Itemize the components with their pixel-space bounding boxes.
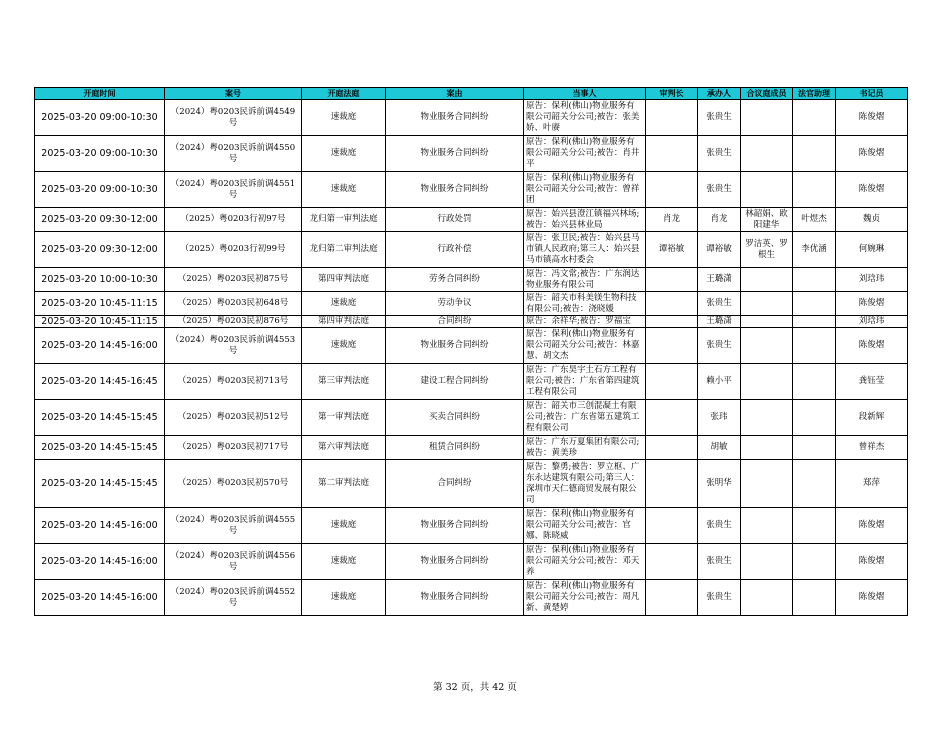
cell-presiding: [646, 400, 698, 436]
cell-time: 2025-03-20 09:00-10:30: [35, 136, 165, 172]
cell-handler: 谭裕敏: [698, 232, 741, 268]
cell-clerk: 刘琀玮: [836, 316, 908, 328]
cell-court: 速裁庭: [302, 580, 386, 616]
cell-case-no: （2024）粤0203民诉前调4556号: [165, 544, 302, 580]
cell-assistant: [793, 328, 836, 364]
cell-assistant: [793, 292, 836, 316]
cell-presiding: [646, 544, 698, 580]
cell-presiding: [646, 316, 698, 328]
cell-panel: [741, 316, 793, 328]
cell-handler: 张贵生: [698, 580, 741, 616]
cell-time: 2025-03-20 14:45-16:00: [35, 580, 165, 616]
table-row: [35, 268, 908, 292]
table-row: [35, 316, 908, 328]
cell-panel: [741, 328, 793, 364]
table-body: [35, 100, 908, 616]
cell-court: 速裁庭: [302, 100, 386, 136]
cell-assistant: [793, 436, 836, 460]
cell-court: 速裁庭: [302, 136, 386, 172]
cell-handler: 王璐潇: [698, 316, 741, 328]
cell-presiding: [646, 328, 698, 364]
cell-assistant: [793, 460, 836, 508]
cell-cause: 租赁合同纠纷: [386, 436, 524, 460]
cell-court: 第三审判法庭: [302, 364, 386, 400]
cell-clerk: 曾祥杰: [836, 436, 908, 460]
cell-clerk: 陈俊熠: [836, 100, 908, 136]
cell-assistant: [793, 316, 836, 328]
cell-court: 第四审判法庭: [302, 316, 386, 328]
cell-cause: 买卖合同纠纷: [386, 400, 524, 436]
cell-cause: 行政处罚: [386, 208, 524, 232]
cell-assistant: 叶煜杰: [793, 208, 836, 232]
cell-parties: 原告：保利(佛山)物业服务有限公司韶关分公司;被告：张美娇、叶赓: [524, 100, 646, 136]
cell-clerk: 段新辉: [836, 400, 908, 436]
cell-court: 速裁庭: [302, 172, 386, 208]
cell-presiding: 谭裕敏: [646, 232, 698, 268]
cell-clerk: 陈俊熠: [836, 172, 908, 208]
cell-time: 2025-03-20 09:30-12:00: [35, 232, 165, 268]
cell-panel: [741, 364, 793, 400]
cell-panel: [741, 580, 793, 616]
cell-case-no: （2025）粤0203民初512号: [165, 400, 302, 436]
cell-parties: 原告：保利(佛山)物业服务有限公司韶关分公司;被告：周凡新、黄楚婷: [524, 580, 646, 616]
header-assistant: 法官助理: [793, 88, 836, 100]
cell-handler: 张贵生: [698, 100, 741, 136]
cell-presiding: [646, 136, 698, 172]
hearing-schedule-table: [34, 87, 908, 616]
cell-panel: [741, 136, 793, 172]
cell-case-no: （2025）粤0203民初648号: [165, 292, 302, 316]
cell-court: 第一审判法庭: [302, 400, 386, 436]
cell-parties: 原告：黎勇;被告：罗立枢、广东永达建筑有限公司;第三人：深圳市天仁德商贸发展有限公司: [524, 460, 646, 508]
cell-time: 2025-03-20 14:45-16:45: [35, 364, 165, 400]
cell-parties: 原告：保利(佛山)物业服务有限公司韶关分公司;被告：肖井平: [524, 136, 646, 172]
cell-time: 2025-03-20 09:00-10:30: [35, 100, 165, 136]
cell-handler: 王璐潇: [698, 268, 741, 292]
cell-panel: 林韶娟、欧阳建华: [741, 208, 793, 232]
cell-case-no: （2024）粤0203民诉前调4552号: [165, 580, 302, 616]
header-parties: 当事人: [524, 88, 646, 100]
table-row: [35, 508, 908, 544]
cell-time: 2025-03-20 10:00-10:30: [35, 268, 165, 292]
cell-time: 2025-03-20 10:45-11:15: [35, 316, 165, 328]
cell-time: 2025-03-20 14:45-16:00: [35, 328, 165, 364]
cell-presiding: [646, 436, 698, 460]
cell-cause: 物业服务合同纠纷: [386, 544, 524, 580]
cell-cause: 物业服务合同纠纷: [386, 172, 524, 208]
table-row: [35, 544, 908, 580]
table-row: [35, 364, 908, 400]
cell-court: 第六审判法庭: [302, 436, 386, 460]
cell-cause: 物业服务合同纠纷: [386, 580, 524, 616]
header-time: 开庭时间: [35, 88, 165, 100]
table-row: [35, 400, 908, 436]
cell-presiding: [646, 508, 698, 544]
cell-time: 2025-03-20 14:45-16:00: [35, 544, 165, 580]
cell-assistant: [793, 172, 836, 208]
cell-presiding: [646, 364, 698, 400]
cell-handler: 张贵生: [698, 508, 741, 544]
cell-case-no: （2024）粤0203民诉前调4553号: [165, 328, 302, 364]
cell-time: 2025-03-20 14:45-16:00: [35, 508, 165, 544]
cell-time: 2025-03-20 14:45-15:45: [35, 436, 165, 460]
cell-handler: 张贵生: [698, 292, 741, 316]
cell-assistant: [793, 364, 836, 400]
cell-panel: [741, 508, 793, 544]
cell-time: 2025-03-20 14:45-15:45: [35, 460, 165, 508]
cell-court: 速裁庭: [302, 508, 386, 544]
cell-presiding: [646, 268, 698, 292]
cell-clerk: 何婉琳: [836, 232, 908, 268]
table-header-row: [35, 88, 908, 100]
cell-panel: 罗洁英、罗根生: [741, 232, 793, 268]
header-clerk: 书记员: [836, 88, 908, 100]
cell-case-no: （2024）粤0203民诉前调4550号: [165, 136, 302, 172]
table-row: [35, 580, 908, 616]
cell-cause: 物业服务合同纠纷: [386, 508, 524, 544]
header-court: 开庭法庭: [302, 88, 386, 100]
cell-time: 2025-03-20 10:45-11:15: [35, 292, 165, 316]
cell-presiding: [646, 580, 698, 616]
cell-cause: 建设工程合同纠纷: [386, 364, 524, 400]
cell-presiding: [646, 292, 698, 316]
cell-case-no: （2025）粤0203民初713号: [165, 364, 302, 400]
cell-court: 速裁庭: [302, 328, 386, 364]
cell-cause: 合同纠纷: [386, 316, 524, 328]
cell-panel: [741, 460, 793, 508]
header-cause: 案由: [386, 88, 524, 100]
cell-parties: 原告：张卫民;被告：始兴县马市镇人民政府;第三人：始兴县马市镇高水村委会: [524, 232, 646, 268]
cell-panel: [741, 268, 793, 292]
cell-handler: 张贵生: [698, 328, 741, 364]
cell-time: 2025-03-20 14:45-15:45: [35, 400, 165, 436]
cell-case-no: （2024）粤0203民诉前调4555号: [165, 508, 302, 544]
table-row: [35, 136, 908, 172]
cell-handler: 张贵生: [698, 136, 741, 172]
cell-presiding: [646, 100, 698, 136]
cell-clerk: 陈俊熠: [836, 580, 908, 616]
cell-handler: 赖小平: [698, 364, 741, 400]
cell-handler: 肖龙: [698, 208, 741, 232]
cell-presiding: [646, 460, 698, 508]
cell-panel: [741, 544, 793, 580]
cell-parties: 原告：广东昊宇土石方工程有限公司;被告：广东省第四建筑工程有限公司: [524, 364, 646, 400]
cell-time: 2025-03-20 09:00-10:30: [35, 172, 165, 208]
cell-clerk: 陈俊熠: [836, 292, 908, 316]
cell-court: 龙归第一审判法庭: [302, 208, 386, 232]
table-row: [35, 436, 908, 460]
cell-assistant: 李优涵: [793, 232, 836, 268]
cell-parties: 原告：始兴县澄江镇福兴林场;被告：始兴县林业局: [524, 208, 646, 232]
cell-handler: 胡敏: [698, 436, 741, 460]
cell-clerk: 刘琀玮: [836, 268, 908, 292]
cell-parties: 原告：余祥华;被告：罗福宝: [524, 316, 646, 328]
cell-clerk: 魏贞: [836, 208, 908, 232]
table-row: [35, 328, 908, 364]
header-handler: 承办人: [698, 88, 741, 100]
cell-case-no: （2025）粤0203行初99号: [165, 232, 302, 268]
cell-time: 2025-03-20 09:30-12:00: [35, 208, 165, 232]
cell-parties: 原告：保利(佛山)物业服务有限公司韶关分公司;被告：林嘉慧、胡文杰: [524, 328, 646, 364]
cell-court: 速裁庭: [302, 544, 386, 580]
cell-handler: 张玮: [698, 400, 741, 436]
table-row: [35, 292, 908, 316]
cell-parties: 原告：冯文常;被告：广东润达物业服务有限公司: [524, 268, 646, 292]
cell-court: 速裁庭: [302, 292, 386, 316]
cell-assistant: [793, 100, 836, 136]
cell-clerk: 陈俊熠: [836, 544, 908, 580]
cell-assistant: [793, 400, 836, 436]
cell-case-no: （2025）粤0203民初876号: [165, 316, 302, 328]
cell-panel: [741, 436, 793, 460]
table-row: [35, 232, 908, 268]
cell-case-no: （2024）粤0203民诉前调4549号: [165, 100, 302, 136]
cell-court: 第二审判法庭: [302, 460, 386, 508]
cell-case-no: （2025）粤0203行初97号: [165, 208, 302, 232]
cell-parties: 原告：韶关市科美镁生物科技有限公司;被告：浇晓媛: [524, 292, 646, 316]
cell-case-no: （2024）粤0203民诉前调4551号: [165, 172, 302, 208]
cell-panel: [741, 400, 793, 436]
cell-assistant: [793, 580, 836, 616]
header-case-no: 案号: [165, 88, 302, 100]
cell-presiding: 肖龙: [646, 208, 698, 232]
cell-assistant: [793, 508, 836, 544]
cell-clerk: 陈俊熠: [836, 328, 908, 364]
cell-panel: [741, 100, 793, 136]
cell-court: 第四审判法庭: [302, 268, 386, 292]
cell-cause: 行政补偿: [386, 232, 524, 268]
page-footer: 第 32 页，共 42 页: [433, 682, 517, 693]
table-row: [35, 460, 908, 508]
cell-cause: 劳务合同纠纷: [386, 268, 524, 292]
cell-case-no: （2025）粤0203民初875号: [165, 268, 302, 292]
cell-cause: 物业服务合同纠纷: [386, 100, 524, 136]
header-presiding: 审判长: [646, 88, 698, 100]
cell-parties: 原告：保利(佛山)物业服务有限公司韶关分公司;被告：邓天养: [524, 544, 646, 580]
cell-clerk: 陈俊熠: [836, 136, 908, 172]
cell-assistant: [793, 544, 836, 580]
cell-cause: 物业服务合同纠纷: [386, 136, 524, 172]
cell-case-no: （2025）粤0203民初717号: [165, 436, 302, 460]
cell-handler: 张明华: [698, 460, 741, 508]
table-row: [35, 208, 908, 232]
cell-handler: 张贵生: [698, 544, 741, 580]
cell-panel: [741, 172, 793, 208]
cell-parties: 原告：广东万夏集团有限公司;被告：黄美珍: [524, 436, 646, 460]
cell-panel: [741, 292, 793, 316]
cell-court: 龙归第二审判法庭: [302, 232, 386, 268]
header-panel: 合议庭成员: [741, 88, 793, 100]
table-row: [35, 172, 908, 208]
cell-parties: 原告：保利(佛山)物业服务有限公司韶关分公司;被告：官娜、陈晓威: [524, 508, 646, 544]
cell-clerk: 龚钰莹: [836, 364, 908, 400]
cell-cause: 劳动争议: [386, 292, 524, 316]
cell-cause: 物业服务合同纠纷: [386, 328, 524, 364]
cell-parties: 原告：韶关市三创混凝土有限公司;被告：广东省第五建筑工程有限公司: [524, 400, 646, 436]
cell-parties: 原告：保利(佛山)物业服务有限公司韶关分公司;被告：曾祥团: [524, 172, 646, 208]
table-row: [35, 100, 908, 136]
cell-assistant: [793, 136, 836, 172]
cell-clerk: 郑萍: [836, 460, 908, 508]
cell-assistant: [793, 268, 836, 292]
cell-clerk: 陈俊熠: [836, 508, 908, 544]
cell-case-no: （2025）粤0203民初570号: [165, 460, 302, 508]
cell-presiding: [646, 172, 698, 208]
cell-cause: 合同纠纷: [386, 460, 524, 508]
cell-handler: 张贵生: [698, 172, 741, 208]
